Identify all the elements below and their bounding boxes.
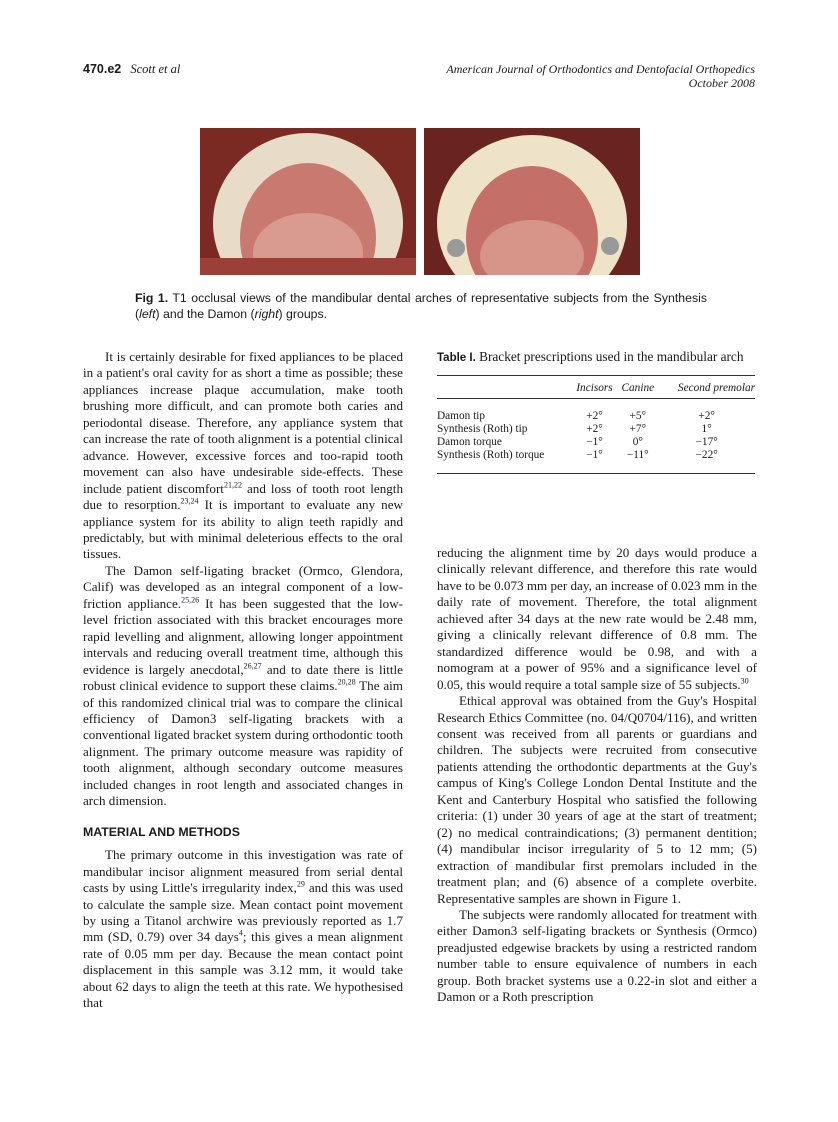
table-cell: Damon torque: [437, 436, 502, 449]
text-run: It is important to evaluate any new appliance system for its ability to align teeth rapidly and predictably, but with minimal deleterious effects to the oral tissues.: [83, 497, 403, 562]
text-run: The primary outcome in this investigation was rate of mandibular incisor alignment measured from serial dental casts by using Little's irregularity index,: [83, 847, 403, 896]
table-cell: Damon tip: [437, 409, 486, 422]
citation-superscript: 26,27: [243, 661, 262, 671]
citation-superscript: 23,24: [180, 496, 199, 506]
figure-label: Fig 1.: [135, 291, 169, 305]
text-run: reducing the alignment time by 20 days would produce a clinically relevant difference, and therefore this rate would have to be 0.073 mm per day, an increase of 0.023 mm in the daily rate of movement. Therefore, the total alignment achieved after 34 days at the new rate would be 2.48 mm, giving a clinically relevant difference of 0.8 mm. The standardized difference would be 0.98, and with a nomogram at a power of 95% and a significance level of 0.05, this would require a total sample size of 55 subjects.: [437, 545, 757, 692]
table-cell: −17°: [695, 436, 718, 449]
table-cell: −1°: [586, 449, 603, 462]
table-row: [437, 398, 755, 423]
table-row: [437, 423, 755, 436]
paragraph: [437, 545, 757, 693]
caption-text: ) and the Damon (: [155, 306, 255, 321]
table-title: [437, 349, 755, 367]
text-run: It is certainly desirable for fixed appliances to be placed in a patient's oral cavity for as short a time as possible; these appliances increase plaque accumulation, make tooth brushing more difficult, and can promote both caries and periodontal disease. Therefore, any appliance system that can increase the rate of tooth alignment is a potential clinical advance. However, excessive forces and too-rapid tooth movement can also have undesirable side-effects. These include patient discomfort: [83, 349, 403, 496]
citation-superscript: 21,22: [223, 480, 242, 490]
table-row: [437, 436, 755, 449]
table-cell: Synthesis (Roth) torque: [437, 449, 545, 462]
table-1: [437, 349, 755, 474]
running-header-right: [446, 62, 755, 90]
running-header-left: [83, 62, 180, 77]
column-header: [437, 375, 572, 398]
table-cell: −22°: [695, 449, 718, 462]
text-run: It has been suggested that the low-level friction associated with this bracket encourages more rapid levelling and alignment, allowing longer appointment intervals and reducing overall treatment time, although this evidence is largely anecdotal,: [83, 595, 404, 677]
right-column: [437, 545, 757, 1006]
table-cell: +2°: [586, 409, 603, 422]
journal-name: American Journal of Orthodontics and Dentofacial Orthopedics: [446, 62, 755, 76]
caption-text: T1 occlusal views of the mandibular dental arches of representative subjects from the Synthesis (: [135, 291, 707, 321]
citation-superscript: 25,26: [181, 595, 200, 605]
table-cell: −11°: [626, 449, 649, 462]
page-number: 470.e2: [83, 62, 122, 76]
text-run: and loss of tooth root length due to resorption.: [83, 480, 403, 513]
table-cell: Synthesis (Roth) tip: [437, 422, 528, 435]
figure-photo-synthesis: [200, 128, 416, 275]
text-run: The Damon self-ligating bracket (Ormco, Glendora, Calif) was developed as an integral component of a low-friction appliance.: [83, 562, 403, 611]
paragraph: [83, 349, 403, 563]
table-row: [437, 449, 755, 473]
text-run: ; this gives a mean alignment rate of 0.05 mm per day. Because the mean contact point displacement in this sample was 3.12 mm, it would take about 62 days to align the teeth at this rate. We hypothesised that: [83, 929, 403, 1011]
table-label: Table I.: [437, 352, 476, 364]
paragraph: [437, 693, 757, 907]
table-title-text: Bracket prescriptions used in the mandibular arch: [475, 349, 744, 364]
section-heading: MATERIAL AND METHODS: [83, 824, 240, 839]
authors: Scott et al: [130, 62, 181, 76]
citation-superscript: 29: [296, 879, 305, 889]
column-header: Incisors: [572, 375, 618, 398]
text-run: Ethical approval was obtained from the Guy's Hospital Research Ethics Committee (no. 04/Q0704/116), and written consent was received from all parents or guardians and children. The subjects were recruited from consecutive patients attending the orthodontic departments at the Guy's campus of King's College London Dental Institute and the Kent and Canterbury Hospital who satisfied the following criteria: (1) under 30 years of age at the start of treatment; (2) no medical contraindications; (3) permanent dentition; (4) mandibular incisor irregularity of 5 to 12 mm; (5) extraction of mandibular first premolars included in the treatment plan; and (6) absence of a complete overbite. Representative samples are shown in Figure 1.: [437, 693, 757, 906]
text-run: The aim of this randomized clinical trial was to compare the clinical efficiency of Damon3 self-ligating brackets with a conventional ligated bracket system during orthodontic tooth alignment. The primary outcome measure was rapidity of tooth alignment, although secondary outcome measures included changes in root length and associated changes in arch dimension.: [83, 678, 403, 809]
column-header: Canine: [617, 375, 658, 398]
paragraph: [437, 907, 757, 1006]
text-run: and this was used to calculate the sample size. Mean contact point movement by using a Titanol archwire was previously reported as 1.7 mm (SD, 0.79) over 34 days: [83, 880, 403, 945]
figure-caption: [135, 291, 707, 322]
table-cell: +2°: [698, 409, 715, 422]
paragraph: [83, 563, 403, 810]
caption-text: ) groups.: [278, 306, 328, 321]
table-cell: 1°: [701, 422, 712, 435]
text-run: and to date there is little robust clinical evidence to support these claims.: [83, 661, 403, 694]
table-cell: 0°: [632, 436, 643, 449]
figure-photo-damon: [424, 128, 640, 275]
citation-superscript: 4: [238, 929, 243, 939]
issue-date: October 2008: [688, 76, 755, 90]
table-cell: −1°: [586, 436, 603, 449]
paragraph: [83, 847, 403, 1012]
caption-text: right: [254, 306, 279, 321]
table-cell: +7°: [629, 422, 647, 435]
caption-text: left: [139, 306, 156, 321]
table-cell: +5°: [629, 409, 647, 422]
citation-superscript: 30: [740, 676, 749, 686]
column-header: Second premolar: [658, 375, 755, 398]
left-column: [83, 349, 403, 1012]
table-cell: +2°: [586, 422, 603, 435]
text-run: The subjects were randomly allocated for treatment with either Damon3 self-ligating brackets or Synthesis (Ormco) preadjusted edgewise brackets by using a restricted random number table to ensure equivalence of numbers in each group. Both bracket systems use a 0.22-in slot and either a Damon or a Roth prescription: [437, 906, 757, 1005]
citation-superscript: 20,28: [337, 677, 356, 687]
